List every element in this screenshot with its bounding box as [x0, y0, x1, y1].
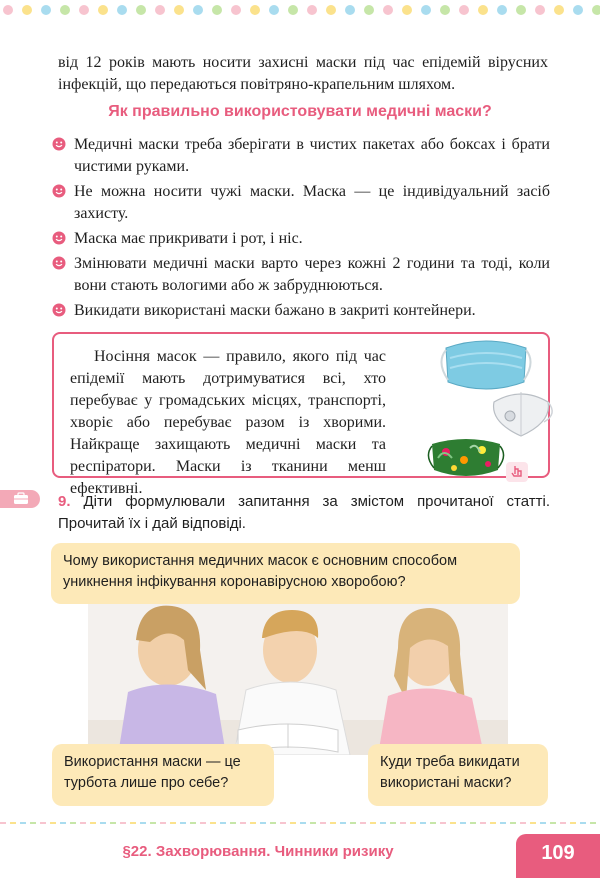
footer-dash [450, 822, 456, 824]
footer-dash [400, 822, 406, 824]
top-dot [326, 5, 336, 15]
top-dot [136, 5, 146, 15]
top-dot [478, 5, 488, 15]
top-dot [193, 5, 203, 15]
footer-chapter-title: §22. Захворювання. Чинники ризику [122, 843, 394, 860]
footer-dash [160, 822, 166, 824]
rule-item [52, 134, 550, 178]
task-text: Діти формулювали запитання за змістом прочитаної статті. Прочитай їх і дай відповіді. [58, 493, 550, 532]
smiley-bullet-icon [52, 303, 66, 317]
children-reading-photo [88, 580, 508, 755]
page-number: 109 [516, 834, 600, 878]
footer-dash [90, 822, 96, 824]
footer-dash [150, 822, 156, 824]
question-bubble-2: Використання маски — це турбота лише про себе? [52, 744, 274, 806]
top-dot [364, 5, 374, 15]
task-number: 9. [58, 493, 71, 510]
footer-dash [560, 822, 566, 824]
footer-dash [580, 822, 586, 824]
top-dot [459, 5, 469, 15]
top-dot [117, 5, 127, 15]
footer-dash [550, 822, 556, 824]
footer-dash [490, 822, 496, 824]
rule-item [52, 181, 550, 225]
question-bubble-1: Чому використання медичних масок є основним способом уникнення інфікування коронавірусною хворобою? [51, 543, 520, 604]
top-dot [516, 5, 526, 15]
footer-dash [100, 822, 106, 824]
footer-dash [430, 822, 436, 824]
question-bubble-3: Куди треба викидати використані маски? [368, 744, 548, 806]
footer-dash [190, 822, 196, 824]
footer-dash [130, 822, 136, 824]
footer-dash [260, 822, 266, 824]
footer-dash [50, 822, 56, 824]
footer-dash [320, 822, 326, 824]
footer-dash [30, 822, 36, 824]
top-dot [288, 5, 298, 15]
top-dots-decoration [0, 0, 600, 20]
footer-dash [440, 822, 446, 824]
footer-dash [60, 822, 66, 824]
footer-dash [210, 822, 216, 824]
smiley-bullet-icon [52, 256, 66, 270]
footer-dash [250, 822, 256, 824]
footer-dash [350, 822, 356, 824]
footer-dash [420, 822, 426, 824]
footer-dash [370, 822, 376, 824]
footer-dash [10, 822, 16, 824]
footer-dash [540, 822, 546, 824]
top-dot [421, 5, 431, 15]
smiley-bullet-icon [52, 184, 66, 198]
footer-dash [230, 822, 236, 824]
top-dot [79, 5, 89, 15]
top-dot [307, 5, 317, 15]
top-dot [22, 5, 32, 15]
top-dot [250, 5, 260, 15]
footer-dash [220, 822, 226, 824]
fabric-mask-icon [424, 436, 508, 480]
footer-dash [570, 822, 576, 824]
footer-dash [70, 822, 76, 824]
rule-text: Змінювати медичні маски варто через кожні 2 години та тоді, коли вони стають вологими або ж забруднюються. [74, 255, 550, 294]
rule-item [52, 253, 550, 297]
rule-item [52, 228, 550, 250]
footer-dash [110, 822, 116, 824]
footer-dash [500, 822, 506, 824]
top-dot [212, 5, 222, 15]
rule-text: Викидати використані маски бажано в закриті контейнери. [74, 302, 476, 319]
info-box-text: Носіння масок — правило, якого під час епідемії мають дотримуватися всі, хто перебуває у громадських місцях, транспорті, хворіє або перебуває разом із хворими. Найкраще захищають медичні маски та респіратори. Маски із тканини менш ефективні. [70, 348, 386, 497]
footer-dash [0, 822, 6, 824]
footer-dash [480, 822, 486, 824]
top-dot [440, 5, 450, 15]
briefcase-tab-icon [0, 490, 40, 508]
footer-dash [270, 822, 276, 824]
top-dot [497, 5, 507, 15]
footer-dash [380, 822, 386, 824]
top-dot [3, 5, 13, 15]
section-heading: Як правильно використовувати медичні маски? [108, 103, 492, 120]
footer-dash [80, 822, 86, 824]
footer-dash [390, 822, 396, 824]
footer-dash [460, 822, 466, 824]
footer-dash [300, 822, 306, 824]
footer-dash [120, 822, 126, 824]
intro-paragraph: від 12 років мають носити захисні маски під час епідемій вірусних інфекцій, що передаються повітряно-крапельним шляхом. [58, 54, 548, 93]
top-dot [98, 5, 108, 15]
top-dot [573, 5, 583, 15]
footer-dash [410, 822, 416, 824]
top-dot [554, 5, 564, 15]
task-paragraph [58, 491, 550, 535]
top-dot [592, 5, 600, 15]
top-dot [155, 5, 165, 15]
top-dot [231, 5, 241, 15]
footer-dash [530, 822, 536, 824]
footer-dash [20, 822, 26, 824]
footer-dash [290, 822, 296, 824]
top-dot [41, 5, 51, 15]
rule-item [52, 300, 550, 322]
footer-dash [40, 822, 46, 824]
top-dot [402, 5, 412, 15]
info-box [52, 332, 550, 497]
footer-dash [510, 822, 516, 824]
top-dot [383, 5, 393, 15]
top-dot [535, 5, 545, 15]
footer-dash [310, 822, 316, 824]
top-dot [60, 5, 70, 15]
medical-mask-icon [436, 338, 536, 392]
footer-dash [280, 822, 286, 824]
top-dot [269, 5, 279, 15]
smiley-bullet-icon [52, 231, 66, 245]
rule-text: Маска має прикривати і рот, і ніс. [74, 230, 303, 247]
top-dot [345, 5, 355, 15]
footer-dashed-line [0, 822, 600, 824]
footer-dash [180, 822, 186, 824]
smiley-bullet-icon [52, 137, 66, 151]
footer-dash [170, 822, 176, 824]
respirator-icon [486, 388, 556, 440]
rules-list [52, 134, 550, 325]
rule-text: Не можна носити чужі маски. Маска — це індивідуальний засіб захисту. [74, 183, 550, 222]
rule-text: Медичні маски треба зберігати в чистих пакетах або боксах і брати чистими руками. [74, 136, 550, 175]
footer-dash [240, 822, 246, 824]
top-dot [174, 5, 184, 15]
footer-dash [200, 822, 206, 824]
footer-dash [340, 822, 346, 824]
footer-dash [360, 822, 366, 824]
footer-dash [590, 822, 596, 824]
pointer-hand-icon [506, 462, 528, 482]
footer-dash [470, 822, 476, 824]
footer-dash [330, 822, 336, 824]
footer-dash [140, 822, 146, 824]
footer-dash [520, 822, 526, 824]
